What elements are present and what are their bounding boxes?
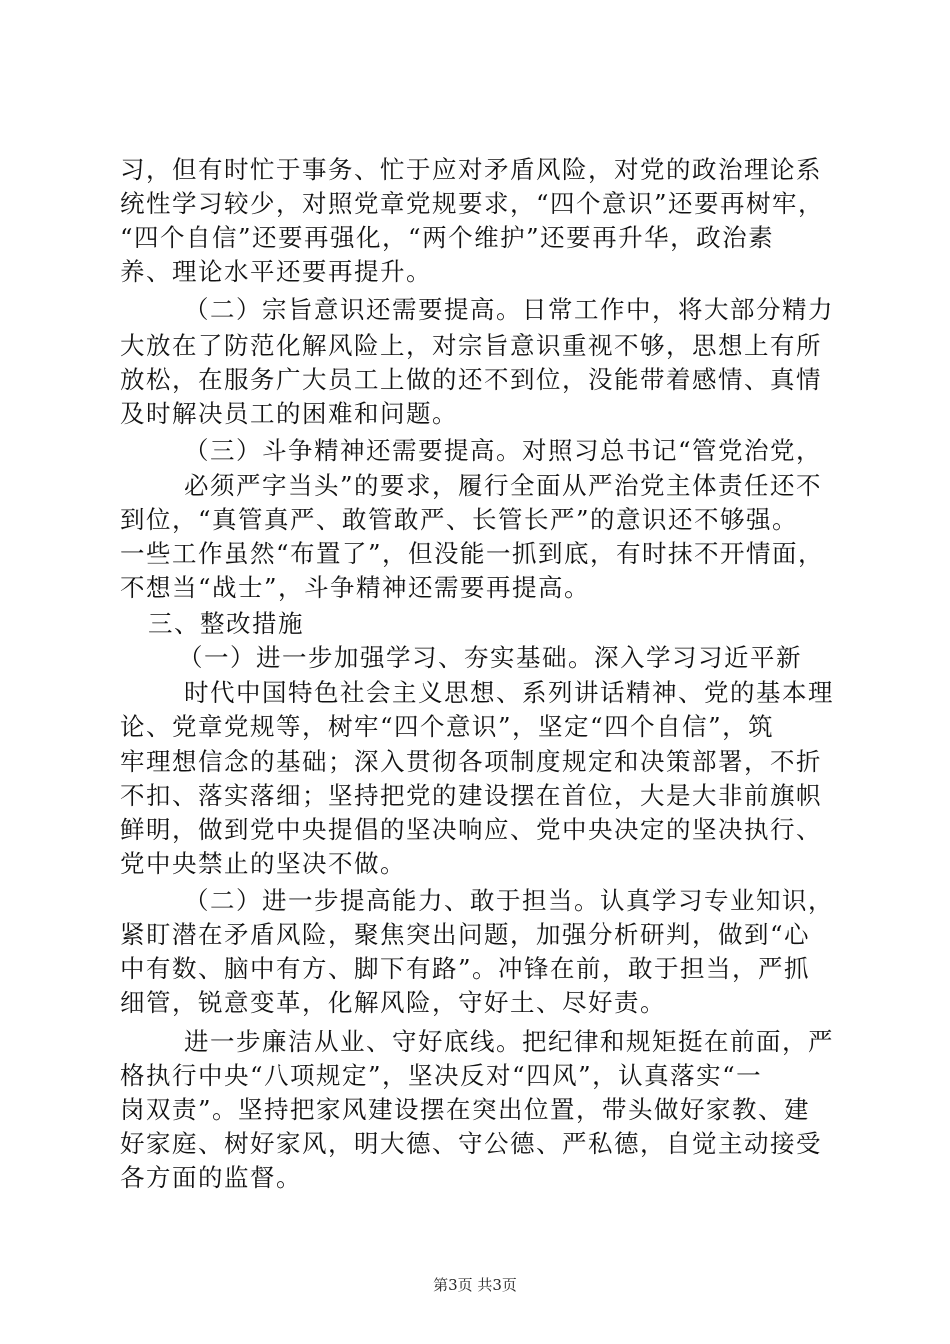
text-line: （二）宗旨意识还需要提高。日常工作中，将大部分精力 xyxy=(184,295,834,324)
text-line: 鲜明，做到党中央提倡的坚决响应、党中央决定的坚决执行、 xyxy=(120,815,822,844)
text-line: 时代中国特色社会主义思想、系列讲话精神、党的基本理 xyxy=(184,678,834,707)
text-line: （一）进一步加强学习、夯实基础。深入学习习近平新 xyxy=(178,643,802,672)
text-line: 党中央禁止的坚决不做。 xyxy=(120,849,406,878)
text-line: “四个自信”还要再强化，“两个维护”还要再升华，政治素 xyxy=(120,223,775,252)
text-line: 习，但有时忙于事务、忙于应对矛盾风险，对党的政治理论系 xyxy=(120,155,822,184)
text-line: 不想当“战士”，斗争精神还需要再提高。 xyxy=(120,573,591,602)
text-line: 细管，锐意变革，化解风险，守好土、尽好责。 xyxy=(120,988,666,1017)
text-line: 进一步廉洁从业、守好底线。把纪律和规矩挺在前面，严 xyxy=(184,1027,834,1056)
text-line: 大放在了防范化解风险上，对宗旨意识重视不够，思想上有所 xyxy=(120,331,822,360)
text-line: 统性学习较少，对照党章党规要求，“四个意识”还要再树牢， xyxy=(120,189,825,218)
text-line: （二）进一步提高能力、敢于担当。认真学习专业知识， xyxy=(184,886,834,915)
page-number-footer: 第3页 共3页 xyxy=(433,1276,517,1294)
text-line: （三）斗争精神还需要提高。对照习总书记“管党治党， xyxy=(184,436,823,465)
text-line: 养、理论水平还要再提升。 xyxy=(120,257,432,286)
section-heading: 三、整改措施 xyxy=(148,609,304,638)
text-line: 中有数、脑中有方、脚下有路”。冲锋在前，敢于担当，严抓 xyxy=(120,954,811,983)
text-line: 格执行中央“八项规定”，坚决反对“四风”，认真落实“一 xyxy=(120,1061,763,1090)
text-line: 放松，在服务广大员工上做的还不到位，没能带着感情、真情 xyxy=(120,365,822,394)
text-line: 必须严字当头”的要求，履行全面从严治党主体责任还不 xyxy=(184,471,823,500)
text-line: 一些工作虽然“布置了”，但没能一抓到底，有时抹不开情面， xyxy=(120,539,825,568)
text-line: 及时解决员工的困难和问题。 xyxy=(120,399,458,428)
text-line: 岗双责”。坚持把家风建设摆在突出位置，带头做好家教、建 xyxy=(120,1095,811,1124)
text-line: 不扣、落实落细；坚持把党的建设摆在首位，大是大非前旗帜 xyxy=(120,781,822,810)
text-line: 论、党章党规等，树牢“四个意识”，坚定“四个自信”，筑 xyxy=(120,712,775,741)
text-line: 紧盯潜在矛盾风险，聚焦突出问题，加强分析研判，做到“心 xyxy=(120,920,811,949)
text-line: 牢理想信念的基础；深入贯彻各项制度规定和决策部署，不折 xyxy=(120,747,822,776)
text-line: 到位，“真管真严、敢管敢严、长管长严”的意识还不够强。 xyxy=(120,505,799,534)
text-line: 各方面的监督。 xyxy=(120,1163,302,1192)
text-line: 好家庭、树好家风，明大德、守公德、严私德，自觉主动接受 xyxy=(120,1129,822,1158)
